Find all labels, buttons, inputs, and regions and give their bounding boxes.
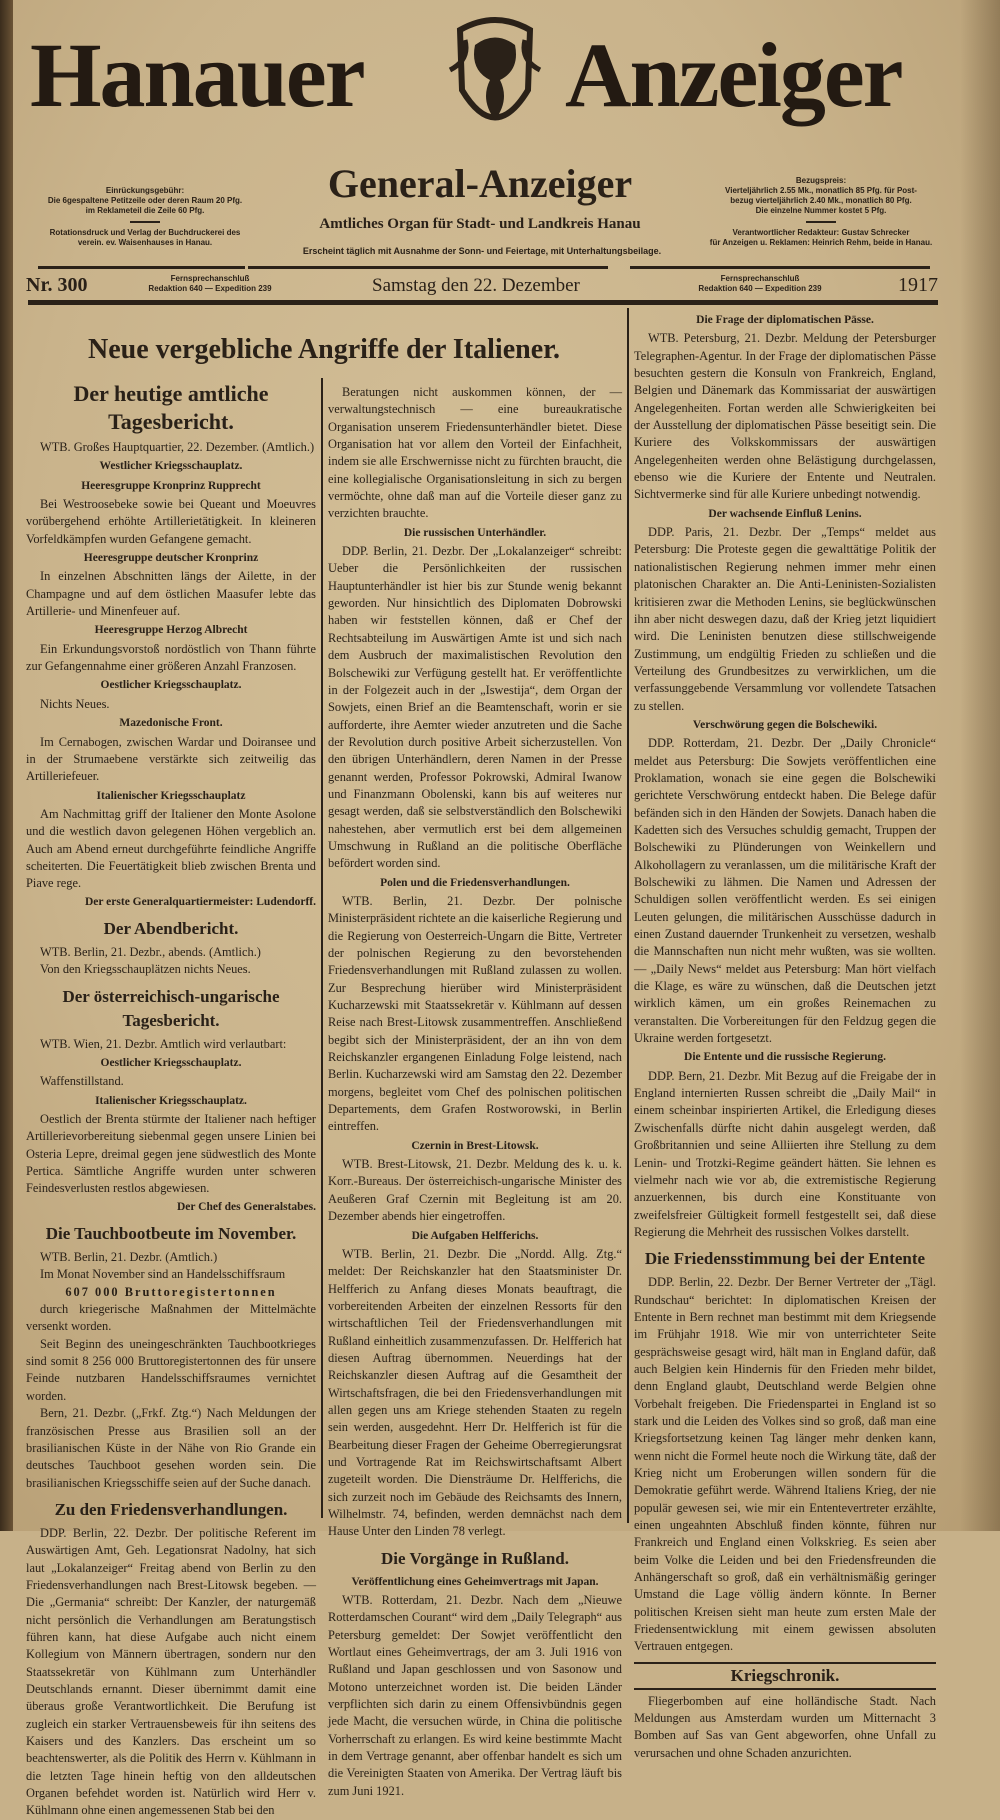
box-line: Die einzelne Nummer kostet 5 Pfg. xyxy=(755,206,887,215)
article-paragraph: Am Nachmittag griff der Italiener den Monte Asolone und die westlich davon gelegenen Höhen vergeblich an. Auch am Abend erneut durchgeführte feindliche Angriffe scheiterten. Die Feuertätigkeit blieb zwischen Brenta und Piave rege. xyxy=(26,806,316,891)
divider xyxy=(28,300,938,305)
article-subheading: Heeresgruppe deutscher Kronprinz xyxy=(83,552,259,565)
article-paragraph: Von den Kriegsschauplätzen nichts Neues. xyxy=(40,962,251,977)
article-subheading: Oestlicher Kriegsschauplatz. xyxy=(100,1056,242,1069)
main-headline: Neue vergebliche Angriffe der Italiener. xyxy=(87,334,560,365)
coat-of-arms-icon xyxy=(440,10,550,150)
article-subheading: Der wachsende Einfluß Lenins. xyxy=(708,507,862,520)
phone-info-right xyxy=(670,274,850,294)
article-headline: Die Vorgänge in Rußland. xyxy=(381,1548,569,1568)
article-signature: Der Chef des Generalstabes. xyxy=(176,1200,316,1213)
article-paragraph: WTB. Großes Hauptquartier, 22. Dezember. (Amtlich.) xyxy=(40,440,315,454)
article-paragraph: In einzelnen Abschnitten längs der Ailette, in der Champagne und auf dem östlichen Maasufer lebte das Artillerie- und Minenfeuer auf. xyxy=(26,569,316,619)
article-paragraph: Bei Westroosebeke sowie bei Queant und Moeuvres vorübergehend erhöhte Artillerietätigkeit. In kleineren Vorfeldkämpfen wurden Gefangene gemacht. xyxy=(26,497,316,546)
article-subheading: Czernin in Brest-Litowsk. xyxy=(411,1139,539,1152)
article-paragraph: DDP. Berlin, 21. Dezbr. Der „Lokalanzeiger“ schreibt: Ueber die Persönlichkeiten der russischen Hauptunterhändler ist hier bis zur Stunde wenig bekannt geworden. Nur hinsichtlich des Diplomaten Dobrowski haben wir feststellen können, daß er Chef der Rechtsabteilung im Auswärtigen Amte ist und sich nach dem Ausbruch der maximalistischen Revolution den Bolschewiki zur Verfügung gestellt hat. Er veröffentlichte in der Folgezeit auch in der „Iswestija“, dem Organ der Sowjets, einen Brief an die Beamtenschaft, worin er sie aufforderte, ihre Aemter wieder anzutreten und die Sache der Revolution durch positive Arbeit sicherzustellen. Von den übrigen Unterhändlern, deren Namen in der Presse genannt werden, Professor Pokrowski, Admiral Iwanow und Finanzmann Obolenski, kann bis auf weiteres nur gesagt werden, daß sie selbstverständlich den Bolschewiki nahestehen, aber vermutlich erst bei dem allgemeinen Umschwung in Rußland an die politische Oberfläche befördert worden sind. xyxy=(328,544,622,871)
article-subheading: Italienischer Kriegsschauplatz xyxy=(96,789,246,802)
official-organ-line: Amtliches Organ für Stadt- und Landkreis Hanau xyxy=(319,216,641,232)
article-headline: Der österreichisch-ungarische Tagesbericht. xyxy=(62,986,280,1030)
article-subheading: Oestlicher Kriegsschauplatz. xyxy=(100,679,242,692)
page-shadow xyxy=(960,0,1000,1531)
column-rule xyxy=(627,308,629,1523)
box-heading: Einrückungsgebühr: xyxy=(105,186,185,195)
masthead-title-left: Hanauer xyxy=(30,24,364,126)
publication-frequency: Erscheint täglich mit Ausnahme der Sonn- und Feiertage, mit Unterhaltungsbeilage. xyxy=(302,246,662,256)
box-line: Verantwortlicher Redakteur: Gustav Schrecker xyxy=(732,228,910,237)
article-paragraph: WTB. Berlin, 21. Dezbr. Der polnische Ministerpräsident richtete an die kaiserliche Regierung und die Regierung von Oesterreich-Ungarn die Bitte, Vertreter der polnischen Regierung zu den bevorstehenden Friedensverhandlungen mit Rußland zulassen zu wollen. Zur Besprechung hierüber wird Ministerpräsident Kucharzewski mit Staatssekretär v. Kühlmann auf dessen Reise nach Brest-Litowsk zusammentreffen. Anschließend begibt sich der Ministerpräsident, der an ihn von dem Reichskanzler ergangenen Einladung Folge leistend, nach Berlin. Kucharzewski wird am Samstag den 22. Dezember morgens, begleitet vom Chef des polnischen politischen Departements, dem Grafen Rostworowski, in Berlin eintreffen. xyxy=(328,893,622,1134)
column-rule xyxy=(321,378,323,1518)
article-headline: Zu den Friedensverhandlungen. xyxy=(54,1499,288,1519)
binding-edge xyxy=(0,0,13,1531)
issue-number: Nr. 300 xyxy=(26,274,88,296)
box-line: bezug vierteljährlich 2.40 Mk., monatlich 80 Pfg. xyxy=(730,196,912,205)
subscription-box xyxy=(686,176,956,248)
issue-year: 1917 xyxy=(898,274,938,296)
divider xyxy=(130,221,160,223)
column-1 xyxy=(26,378,316,1820)
divider xyxy=(38,266,245,269)
article-subheading: Die Aufgaben Helfferichs. xyxy=(411,1229,539,1242)
highlighted-figure: 607 000 Bruttoregistertonnen xyxy=(65,1284,277,1299)
column-2 xyxy=(328,384,622,1800)
box-line: Die 6gespaltene Petitzeile oder deren Raum 20 Pfg. xyxy=(47,196,243,205)
article-paragraph: WTB. Berlin, 21. Dezbr. (Amtlich.) xyxy=(40,1250,218,1265)
masthead-title-right: Anzeiger xyxy=(565,24,902,126)
article-subheading: Polen und die Friedensverhandlungen. xyxy=(380,876,570,889)
advertising-rates-box xyxy=(20,186,270,248)
article-subheading: Mazedonische Front. xyxy=(119,717,223,730)
article-paragraph: WTB. Petersburg, 21. Dezbr. Meldung der Petersburger Telegraphen-Agentur. In der Frage der diplomatischen Pässe besuchten gestern die Konsuln von Frankreich, England, Belgien und Dänemark das Kommissariat der auswärtigen Angelegenheiten. Fortan werden alle Schwierigkeiten bei der Ausstellung der diplomatischen Pässe beseitigt sein. Die Kuriere des Volkskommissars der auswärtigen Angelegenheiten werden ohne Belästigung durchgelassen, ebenso wie die Kuriere der Entente und Neutralen. Sichtvermerke sind für alle Kuriere unbedingt notwendig. xyxy=(634,331,936,502)
divider xyxy=(248,266,608,269)
section-headline: Kriegschronik. xyxy=(634,1662,936,1690)
article-paragraph: WTB. Berlin, 21. Dezbr. Die „Nordd. Allg. Ztg.“ meldet: Der Reichskanzler hat den Staatsminister Dr. Helfferich zu Anfang dieses Monats beauftragt, die vorbereitenden Arbeiten der einzelnen Ressorts für den wirtschaftlichen Teil der Friedensverhandlungen mit Rußland einheitlich zusammenzufassen. Dr. Helfferich hat diesen Auftrag übernommen. Neuerdings hat der Reichskanzler diesen Auftrag auf die Gesamtheit der Wirtschaftsfragen, die bei den Friedensverhandlungen mit allen gegen uns am Kriege stehenden Staaten zu regeln sein werden, ausgedehnt. Herr Dr. Helfferich ist für die Bearbeitung dieser Fragen der Geheime Oberregierungsrat und Vortragende Rat im Reichswirtschaftsamt Albert zugeteilt worden. Die Diensträume Dr. Helfferichs, die sich zurzeit noch im Gebäude des Reichsamts des Innern, Wilhelmstr. 74, befinden, werden demnächst nach dem Hause Unter den Linden 78 verlegt. xyxy=(328,1246,622,1539)
divider xyxy=(806,221,836,223)
box-line: im Reklameteil die Zeile 60 Pfg. xyxy=(85,206,205,215)
article-headline: Der Abendbericht. xyxy=(103,918,239,938)
column-3 xyxy=(634,310,936,1762)
box-line: Vierteljährlich 2.55 Mk., monatlich 85 Pfg. für Post- xyxy=(725,186,917,195)
phone-numbers: Redaktion 640 — Expedition 239 xyxy=(698,284,822,293)
box-heading: Bezugspreis: xyxy=(795,176,847,185)
box-line: Rotationsdruck und Verlag der Buchdruckerei des xyxy=(49,228,241,237)
article-subheading: Verschwörung gegen die Bolschewiki. xyxy=(692,718,878,731)
article-paragraph: Waffenstillstand. xyxy=(40,1074,124,1089)
article-paragraph: DDP. Berlin, 22. Dezbr. Der Berner Vertreter der „Tägl. Rundschau“ berichtet: In diplomatischen Kreisen der Entente in Bern rechnet man bestimmt mit dem Kriegsende im Frühjahr 1918. Wie mir von unterrichteter Seite gesprächsweise gesagt wird, hält man in England dafür, daß auch Belgien kein Hindernis für den Frieden mehr bildet, denn England glaubt, Deutschland werde Belgien ohne Vorbehalt freigeben. Die Friedenspartei in England ist so stark und die Leiden des Volkes sind so groß, daß man eine Kriegsfortsetzung keinen Tag länger mehr denken kann, wenn nicht die Formel heute noch die Wirkung täte, daß der Krieg nicht um Eroberungen willen sondern für die Demokratie geführt werde. Während Italiens Krieg, der nie populär gewesen sei, wie mir ein Ententevertreter erzählte, einen ungeahnten Abschluß finden könnte, führen nur Frankreich und England einen Volkskrieg. Es seien aber beim Volke die Leiden und bei den Friedensfreunden die Anhängerschaft so groß, daß ein verhältnismäßig geringer Umstand die Lage völlig ändern könnte. In Berner politischen Kreisen sieht man heute zum ersten Male der Friedensentwicklung mit einem gewissen absoluten Vertrauen entgegen. xyxy=(634,1275,936,1654)
article-paragraph: WTB. Wien, 21. Dezbr. Amtlich wird verlautbart: xyxy=(40,1036,287,1051)
article-subheading: Die russischen Unterhändler. xyxy=(403,526,547,539)
article-paragraph: DDP. Rotterdam, 21. Dezbr. Der „Daily Chronicle“ meldet aus Petersburg: Die Sowjets veröffentlichen eine Proklamation, wonach sie eine gegen die Bolschewiki gerichtete Verschwörung entdeckt haben. Die Belege dafür befänden sich in den Händen der Sowjets. Danach haben die Kadetten sich des Versuches schuldig gemacht, Truppen der Bolschewiki zu Plünderungen von Weinkellern und Alkohollagern zu veranlassen, um die militärische Kraft der Bolschewiki zu lähmen. Die Namen und Adressen der Schuldigen sollen veröffentlicht werden. Es sei einigen Leuten gelungen, die militärischen Ausschüsse dadurch in einen Zustand dauernder Trunkenheit zu versetzen, weshalb die Mannschaften nun nicht mehr wußten, was sie wollten. — „Daily News“ meldet aus Petersburg: Man hört vielfach die Klage, es wäre zu wünschen, daß die Deutschen jetzt wirklich kämen, um ein großes Reinemachen zu veranstalten. Die Vorbereitungen für den Feldzug gegen die Ukraine werden fortgesetzt. xyxy=(634,736,936,1046)
article-subheading: Westlicher Kriegsschauplatz. xyxy=(99,460,243,473)
article-subheading: Heeresgruppe Herzog Albrecht xyxy=(94,624,248,637)
phone-label: Fernsprechanschluß xyxy=(170,274,250,283)
article-paragraph: Seit Beginn des uneingeschränkten Tauchbootkrieges sind somit 8 256 000 Bruttoregistertonnen des für unsere Feinde nutzbaren Handelsschiffsraumes vernichtet worden. xyxy=(26,1336,316,1403)
article-paragraph: WTB. Rotterdam, 21. Dezbr. Nach dem „Nieuwe Rotterdamschen Courant“ wird dem „Daily Telegraph“ aus Petersburg gemeldet: Der Sowjet veröffentlicht den Wortlaut eines Geheimvertrags, der am 3. Juli 1916 von Rußland und Japan geschlossen und von Sasonow und Motono unterzeichnet worden ist. Die beiden Länder verpflichten sich darin zu einem Offensivbündnis gegen jede Macht, die versuchen würde, in China die politische Vorherrschaft zu erlangen. Es wird keine bestimmte Macht in dem Vertrage genannt, aber offenbar handelt es sich um die Vereinigten Staaten von Amerika. Der Vertrag läuft bis zum Juni 1921. xyxy=(328,1593,622,1798)
article-paragraph: Im Monat November sind an Handelsschiffsraum xyxy=(40,1267,286,1282)
article-subheading: Veröffentlichung eines Geheimvertrags mit Japan. xyxy=(351,1575,599,1588)
article-paragraph: Im Cernabogen, zwischen Wardar und Doiransee und in der Strumaebene verstärkte sich zeitweilig das Artilleriefeuer. xyxy=(26,734,316,784)
article-paragraph: DDP. Bern, 21. Dezbr. Mit Bezug auf die Freigabe der in England internierten Russen schreibt die „Daily Mail“ in einem scheinbar inspirierten Artikel, die Erledigung dieses Zwischenfalls dürfte nicht dahin ausgelegt werden, daß Großbritannien und seine Alliierten ihre Stellung zu dem Lenin- und Trotzki-Regime geändert hätten. Sie lehnen es vielmehr nach wie vor ab, die extremistische Regierung anzuerkennen, bis durch eine Konstituante von zweifelsfreier Gültigkeit formell festgestellt sei, daß diese Regierung die Mehrheit des russischen Volkes darstellt. xyxy=(634,1068,936,1239)
subtitle: General-Anzeiger xyxy=(327,161,633,206)
article-paragraph: DDP. Paris, 21. Dezbr. Der „Temps“ meldet aus Petersburg: Die Proteste gegen die gewalttätige Politik der nationalistischen Regierung nehmen immer mehr einen platonischen Charakter an. Die Anti-Leninisten-Sozialisten kritisieren zwar die Methoden Lenins, sie beglückwünschen ihn aber nicht deswegen dazu, daß der Krieg jetzt liquidiert wird. Die Leninisten benutzen diese stillschweigende Zustimmung, um endgültig Frieden zu schließen und die Verteilung des Grundbesitzes zu verwirklichen, um die verfassunggebende Versammlung vor vollendete Tatsachen zu stellen. xyxy=(634,525,936,713)
article-signature: Der erste Generalquartiermeister: Ludendorff. xyxy=(85,895,316,908)
divider xyxy=(630,266,930,269)
article-subheading: Die Entente und die russische Regierung. xyxy=(684,1051,886,1064)
article-paragraph: Oestlich der Brenta stürmte der Italiener nach heftiger Artillerievorbereitung siebenmal gegen unsere Linien bei Osteria Lepre, dreimal gegen jene südwestlich des Monte Pertica. Sämtliche Angriffe wurden unter schweren Feindesverlusten restlos abgewiesen. xyxy=(26,1112,316,1196)
article-paragraph: WTB. Berlin, 21. Dezbr., abends. (Amtlich.) xyxy=(40,944,261,959)
article-paragraph: durch kriegerische Maßnahmen der Mittelmächte versenkt worden. xyxy=(26,1302,316,1334)
article-paragraph: DDP. Berlin, 22. Dezbr. Der politische Referent im Auswärtigen Amt, Geh. Legationsrat Nadolny, hat sich laut „Lokalanzeiger“ Freitag abend von Berlin zu den Friedensverhandlungen nach Brest-Litowsk begeben. — Die „Germania“ schreibt: Der Kanzler, der naturgemäß nicht persönlich die Verhandlungen am Beratungstisch führen kann, hat diese Aufgabe auch nicht einem Kollegium von Männern übertragen, sondern nur den Staatssekretär von Kühlmann zum Unterhändler Deutschlands ernannt. Dieser übernimmt damit eine überaus große Verantwortlichkeit. Die Berufung ist zugleich ein starker Vertrauensbeweis für ihn seitens des Kaisers und des Kanzlers. Das erscheint um so beachtenswerter, als die Politik des Herrn v. Kühlmann in die letzten Tage hinein heftig von den alldeutschen Organen befehdet worden ist. Natürlich wird Herr v. Kühlmann ohne einen angemessenen Stab bei den xyxy=(26,1525,316,1818)
box-line: für Anzeigen u. Reklamen: Heinrich Rehm, beide in Hanau. xyxy=(709,238,933,247)
article-subheading: Heeresgruppe Kronprinz Rupprecht xyxy=(81,479,261,492)
article-subheading: Italienischer Kriegsschauplatz. xyxy=(95,1094,247,1107)
article-paragraph: Beratungen nicht auskommen können, der — verwaltungstechnisch — eine bureaukratische Organisation unserem Friedensunterhändler bietet. Diese Organisation hat vor allem den Vorteil der Einfachheit, indem sie alle Erschwernisse nicht zu fürchten braucht, die eine kollegialische Organisationsleitung in sich zu bergen vermöchte, ohne daß man auf die Vorteile dieser ganz zu verzichten brauchte. xyxy=(328,385,622,521)
phone-info-left xyxy=(120,274,300,294)
article-subheading: Die Frage der diplomatischen Pässe. xyxy=(696,314,874,326)
article-headline: Die Tauchbootbeute im November. xyxy=(45,1224,297,1244)
article-paragraph: Nichts Neues. xyxy=(40,696,110,711)
article-paragraph: WTB. Brest-Litowsk, 21. Dezbr. Meldung des k. u. k. Korr.-Bureaus. Der österreichisch-ungarische Minister des Aeußeren Graf Czernin mit Begleitung ist am 20. Dezember abends hier eingetroffen. xyxy=(328,1157,622,1224)
article-headline: Die Friedensstimmung bei der Entente xyxy=(644,1249,926,1269)
phone-numbers: Redaktion 640 — Expedition 239 xyxy=(148,284,272,293)
box-line: verein. ev. Waisenhauses in Hanau. xyxy=(77,238,213,247)
article-paragraph: Bern, 21. Dezbr. („Frkf. Ztg.“) Nach Meldungen der französischen Presse aus Brasilien soll an der brasilianischen Küste in der Nähe von Rio Grande ein deutsches Tauchboot gesehen worden sein. Die brasilianischen Kriegsschiffe seien auf der Suche danach. xyxy=(26,1406,316,1490)
article-paragraph: Fliegerbomben auf eine holländische Stadt. Nach Meldungen aus Amsterdam wurden um Mitternacht 3 Bomben auf Sas van Gent abgeworfen, ohne Unfall zu verursachen und ohne Schaden anzurichten. xyxy=(634,1693,936,1760)
article-headline: Der heutige amtliche Tagesbericht. xyxy=(73,381,269,434)
article-paragraph: Ein Erkundungsvorstoß nordöstlich von Thann führte zur Gefangennahme einer größeren Anzahl Franzosen. xyxy=(26,641,316,674)
issue-date: Samstag den 22. Dezember xyxy=(372,275,580,296)
phone-label: Fernsprechanschluß xyxy=(720,274,800,283)
